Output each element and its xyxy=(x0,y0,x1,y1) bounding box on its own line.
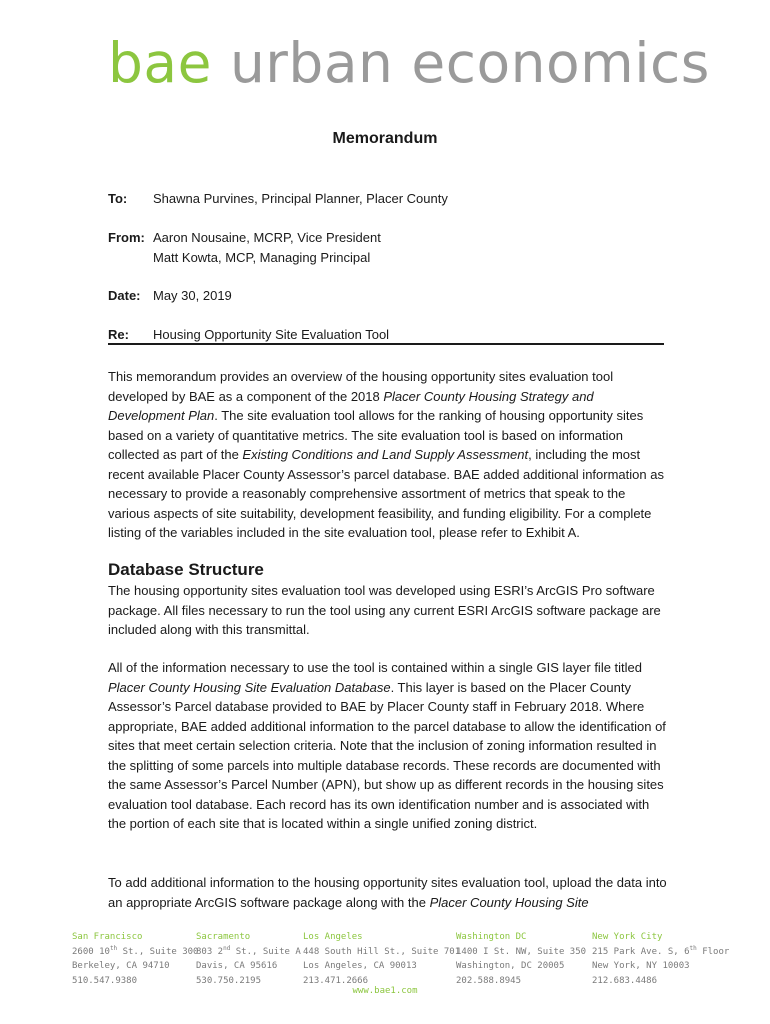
from-label: From: xyxy=(108,230,145,245)
p3-text-1: To add additional information to the housing opportunity sites evaluation tool, upload the data into an appropriate ArcGIS software package along with the xyxy=(108,875,667,910)
office-city-line: Berkeley, CA 94710 xyxy=(72,961,170,971)
intro-text-2: . The site evaluation tool allows for the ranking of housing opportunity sites based on a variety of quantitative metrics. The site evaluation tool is based on information collected as part of the xyxy=(108,408,644,462)
office-phone: 213.471.2666 xyxy=(303,975,369,986)
office-phone: 510.547.9380 xyxy=(72,975,138,986)
intro-paragraph xyxy=(108,367,668,543)
date-label: Date: xyxy=(108,288,141,303)
office-phone: 530.750.2195 xyxy=(196,975,262,986)
office-city-line: Los Angeles, CA 90013 xyxy=(303,961,417,971)
office-new-york xyxy=(592,930,729,988)
from-value-1: Aaron Nousaine, MCRP, Vice President xyxy=(153,230,381,245)
website-link[interactable]: www.bae1.com xyxy=(352,986,418,996)
intro-text-1: This memorandum provides an overview of the housing opportunity sites evaluation tool developed by BAE as a component of the 2018 xyxy=(108,369,614,404)
office-address: 803 2nd St., Suite A xyxy=(196,944,301,957)
office-los-angeles xyxy=(303,930,460,988)
re-value: Housing Opportunity Site Evaluation Tool xyxy=(153,327,390,342)
p2-italic-1: Placer County Housing Site Evaluation Database xyxy=(108,679,391,695)
office-san-francisco xyxy=(72,930,198,988)
to-label: To: xyxy=(108,191,128,206)
header-divider xyxy=(108,343,664,345)
office-washington-dc xyxy=(456,930,586,988)
memo-title: Memorandum xyxy=(332,130,438,147)
logo-urban-economics: urban economics xyxy=(211,31,710,95)
intro-italic-1: Placer County Housing Strategy and Development Plan xyxy=(108,388,594,423)
section-heading: Database Structure xyxy=(108,560,264,579)
date-value: May 30, 2019 xyxy=(153,288,232,303)
office-city: Los Angeles xyxy=(303,932,363,942)
office-address: 215 Park Ave. S, 6th Floor xyxy=(592,944,730,957)
section-paragraph-1: The housing opportunity sites evaluation tool was developed using ESRI’s ArcGIS Pro software package. All files necessary to run the tool using any current ESRI ArcGIS software package are included along with this transmittal. xyxy=(108,583,661,637)
office-phone: 212.683.4486 xyxy=(592,975,658,986)
office-address: 1400 I St. NW, Suite 350 xyxy=(456,946,587,957)
from-value-2: Matt Kowta, MCP, Managing Principal xyxy=(153,249,371,265)
office-city: San Francisco xyxy=(72,932,143,942)
section-paragraph-3 xyxy=(108,873,668,912)
office-city: Sacramento xyxy=(196,932,251,942)
office-address: 2600 10th St., Suite 300 xyxy=(72,944,199,957)
intro-italic-2: Existing Conditions and Land Supply Assessment xyxy=(242,447,529,462)
p3-italic-1: Placer County Housing Site xyxy=(429,894,589,910)
office-city: New York City xyxy=(592,932,663,942)
intro-text-3: , including the most recent available Placer County Assessor’s parcel database. BAE added additional information as necessary to provide a reasonably comprehensive assortment of metrics that speak to the various aspects of site suitability, development feasibility, and funding eligibility. For a complete listing of the variables included in the site evaluation tool, please refer to Exhibit A. xyxy=(108,447,664,540)
logo-bae: bae xyxy=(108,31,212,95)
p2-text-1: All of the information necessary to use the tool is contained within a single GIS layer file titled xyxy=(108,660,643,675)
p2-text-2: . This layer is based on the Placer County Assessor’s Parcel database provided to BAE by Placer County staff in February 2018. Where appropriate, BAE added additional information to the parcel database to allow the identification of sites that meet certain selection criteria. Note that the inclusion of zoning information resulted in the splitting of some parcels into multiple database records. These records are documented with the same Assessor’s Parcel Number (APN), but show up as different records in the housing sites evaluation tool database. Each record has its own identification number and is associated with the portion of each site that is located within a single unified zoning district. xyxy=(108,679,666,831)
office-sacramento xyxy=(196,930,301,988)
section-paragraph-2 xyxy=(108,658,668,834)
company-logo xyxy=(108,28,710,98)
office-city-line: Davis, CA 95616 xyxy=(196,961,278,971)
office-address: 448 South Hill St., Suite 701 xyxy=(303,946,461,957)
to-value: Shawna Purvines, Principal Planner, Placer County xyxy=(153,191,448,206)
office-city-line: New York, NY 10003 xyxy=(592,961,690,971)
office-city: Washington DC xyxy=(456,932,527,942)
re-label: Re: xyxy=(108,327,129,342)
office-city-line: Washington, DC 20005 xyxy=(456,961,565,971)
office-phone: 202.588.8945 xyxy=(456,975,522,986)
